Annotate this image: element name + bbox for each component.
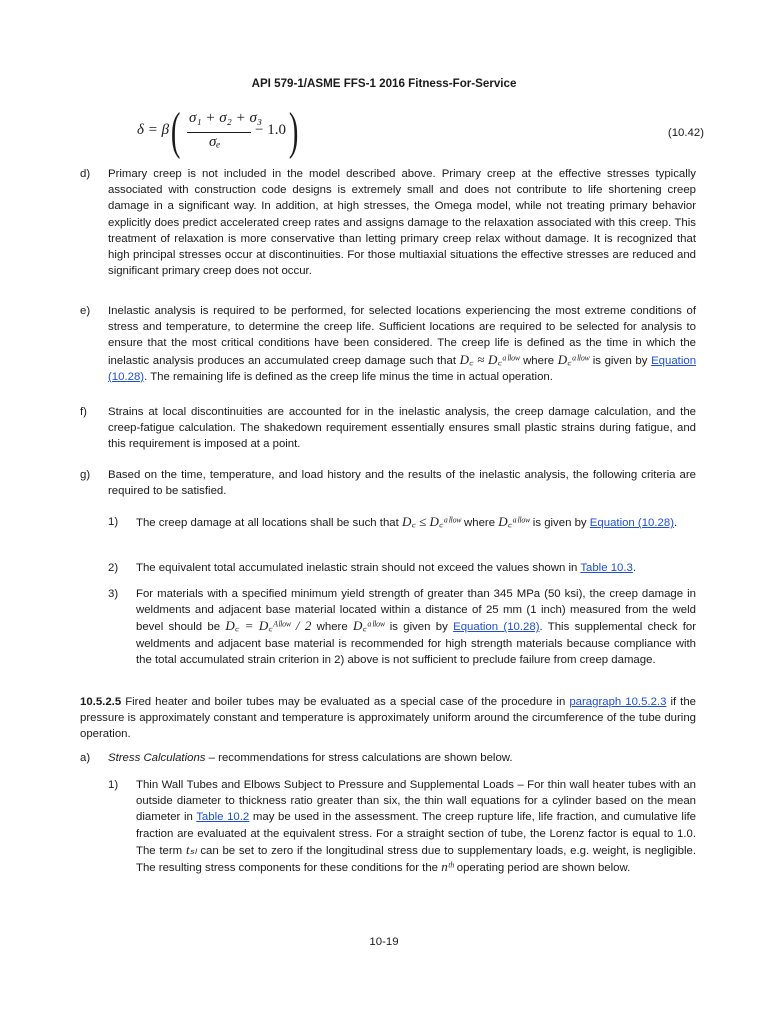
- sub-text: Thin Wall Tubes and Elbows Subject to Pressure and Supplemental Loads – For thin wall heater tubes with an outside diameter to thickness ratio greater than six, the thin wall equations for a cylinder based on the mean diameter in Table 10.2 may be used in the assessment. The creep rupture life, life fraction, and cumulative life fraction are evaluated at the equivalent stress. For a straight section of tube, the Lorenz factor is equal to 1.0. The term tₛₗ can be set to zero if the longitudinal stress due to supplementary loads, e.g. weight, is negligible. The resulting stress components for these conditions for the nᵗʰ operating period are shown below.: [136, 779, 697, 875]
- list-label: a): [80, 752, 91, 764]
- equation-10-42: [137, 104, 757, 164]
- sub-text: The creep damage at all locations shall be such that D꜀ ≤ D꜀ᵃˡˡᵒʷ where D꜀ᵃˡˡᵒʷ is given by Equation (10.28).: [136, 514, 678, 529]
- math-inline: tₛₗ: [185, 841, 197, 857]
- link-table-10-2[interactable]: Table 10.2: [196, 811, 250, 824]
- equation-tail: − 1.0: [255, 122, 286, 138]
- page-header: API 579-1/ASME FFS-1 2016 Fitness-For-Service: [251, 77, 517, 90]
- list-label: f): [80, 406, 87, 418]
- page-number: 10-19: [369, 936, 399, 948]
- link-equation-10-28[interactable]: Equation (10.28): [453, 621, 540, 634]
- section-10-5-2-5: 10.5.2.5 Fired heater and boiler tubes may be evaluated as a special case of the procedure in paragraph 10.5.2.3 if the pressure is approximately constant and temperature is approximately uniform around the circumference of the tube during operation.: [80, 696, 696, 741]
- equation-label: (10.42): [667, 127, 704, 139]
- list-text: Strains at local discontinuities are accounted for in the inelastic analysis, the creep damage calculation, and the creep-fatigue calculation. The shakedown requirement essentially ensures small plastic strains during fatigue, and this requirement is imposed at a point.: [108, 406, 696, 451]
- sub-text: For materials with a specified minimum yield strength of greater than 345 MPa (50 ksi), the creep damage in weldments and adjacent base material located within a distance of 25 mm (1 inch) measured from the weld bevel should be D꜀ = D꜀ᴬˡˡᵒʷ / 2 where D꜀ᵃˡˡᵒʷ is given by Equation (10.28). This supplemental check for weldments and adjacent base material is recommended for high strength materials because compliance with the total accumulated strain criterion in 2) above is not sufficient to preclude failure from creep damage.: [136, 588, 696, 666]
- list-text: Inelastic analysis is required to be performed, for selected locations experiencing the most extreme conditions of stress and temperature, to determine the creep life. Sufficient locations are required to be selected for analysis to ensure that the most critical conditions have been considered. The creep life is defined as the time in which the inelastic analysis produces an accumulated creep damage such that D꜀ ≈ D꜀ᵃˡˡᵒʷ where D꜀ᵃˡˡᵒʷ is given by Equation (10.28). The remaining life is defined as the creep life minus the time in actual operation.: [108, 305, 697, 383]
- list-label: g): [80, 469, 91, 481]
- left-paren: (: [170, 103, 181, 160]
- list-text: Based on the time, temperature, and load history and the results of the inelastic analysis, the following criteria are required to be satisfied.: [108, 469, 696, 498]
- math-inline: D꜀ᵃˡˡᵒʷ: [353, 618, 385, 634]
- equation-lhs: δ = β: [137, 122, 170, 138]
- link-equation-10-28[interactable]: Equation (10.28): [108, 354, 697, 383]
- list-text: Stress Calculations – recommendations for stress calculations are shown below.: [108, 752, 513, 764]
- sub-label: 1): [108, 516, 119, 528]
- link-table-10-3[interactable]: Table 10.3: [580, 562, 633, 574]
- list-label: e): [80, 305, 91, 317]
- math-inline: D꜀ᵃˡˡᵒʷ: [498, 514, 530, 529]
- right-paren: ): [288, 103, 299, 160]
- link-equation-10-28[interactable]: Equation (10.28): [589, 517, 675, 529]
- math-inline: nᵗʰ: [441, 859, 454, 875]
- sub-label: 2): [108, 562, 119, 574]
- sub-label: 1): [108, 779, 119, 791]
- sub-label: 3): [108, 588, 119, 600]
- section-number: 10.5.2.5: [80, 696, 122, 708]
- equation-denominator: σₑ: [209, 134, 221, 150]
- equation-numerator: σ₁ + σ₂ + σ₃: [189, 110, 263, 126]
- math-inline: D꜀ = D꜀ᴬˡˡᵒʷ / 2: [225, 618, 312, 634]
- sub-text: The equivalent total accumulated inelastic strain should not exceed the values shown in Table 10.3.: [136, 562, 637, 574]
- list-text: Primary creep is not included in the model described above. Primary creep at the effective stresses typically associated with construction code designs is extremely small and does not contribute to life shortening creep damage in a significant way. In addition, at high stresses, the Omega model, while not treating primary behavior explicitly does predict accelerated creep rates and assigns damage to the relaxation associated with this creep. This treatment of relaxation is more conservative than letting primary creep relax without damage. It is recognized that high principal stresses occur at discontinuities. For those multiaxial situations the effective stresses are reduced and significant primary creep does not occur.: [108, 168, 696, 278]
- math-inline: D꜀ ≤ D꜀ᵃˡˡᵒʷ: [401, 514, 461, 529]
- math-inline: D꜀ ≈ D꜀ᵃˡˡᵒʷ: [459, 351, 520, 367]
- link-paragraph-10-5-2-3[interactable]: paragraph 10.5.2.3: [569, 696, 667, 708]
- list-label: d): [80, 168, 91, 180]
- fraction-bar: [187, 132, 251, 133]
- math-inline: D꜀ᵃˡˡᵒʷ: [557, 351, 590, 367]
- item-title: Stress Calculations: [108, 752, 206, 764]
